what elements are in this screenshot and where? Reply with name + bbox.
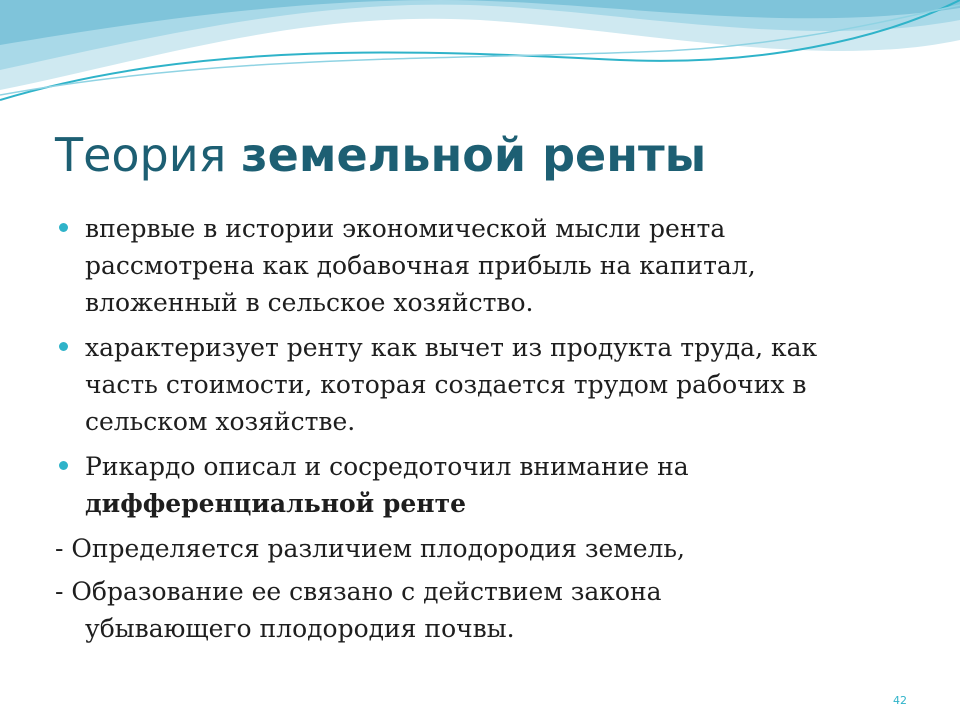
- bullet-item: [55, 329, 895, 440]
- dash-line-text: - Определяется различием плодородия земель,: [55, 534, 685, 563]
- dash-line-text: - Образование ее связано с действием закона: [55, 577, 662, 606]
- bullet-item: [55, 210, 895, 321]
- dash-line: [55, 573, 895, 647]
- bullet-dot-icon: [59, 223, 68, 232]
- dash-line: [55, 530, 895, 567]
- bullet-text: впервые в истории экономической мысли рента рассмотрена как добавочная прибыль на капитал, вложенный в сельское хозяйство.: [85, 214, 756, 317]
- page-number: 42: [893, 694, 907, 707]
- bullet-dot-icon: [59, 342, 68, 351]
- slide-content: [55, 210, 895, 653]
- title-regular: Теория: [55, 128, 227, 182]
- dash-line-continuation: убывающего плодородия почвы.: [85, 614, 515, 643]
- bullet-dot-icon: [59, 461, 68, 470]
- bullet-text: Рикардо описал и сосредоточил внимание на: [85, 452, 689, 481]
- bullet-text: характеризует ренту как вычет из продукта труда, как часть стоимости, которая создается трудом рабочих в сельском хозяйстве.: [85, 333, 818, 436]
- wave-decoration: [0, 0, 960, 120]
- bullet-item: [55, 448, 895, 522]
- bullet-bold-text: дифференциальной ренте: [85, 489, 466, 518]
- slide-title: [55, 128, 706, 182]
- title-bold: земельной ренты: [240, 128, 707, 182]
